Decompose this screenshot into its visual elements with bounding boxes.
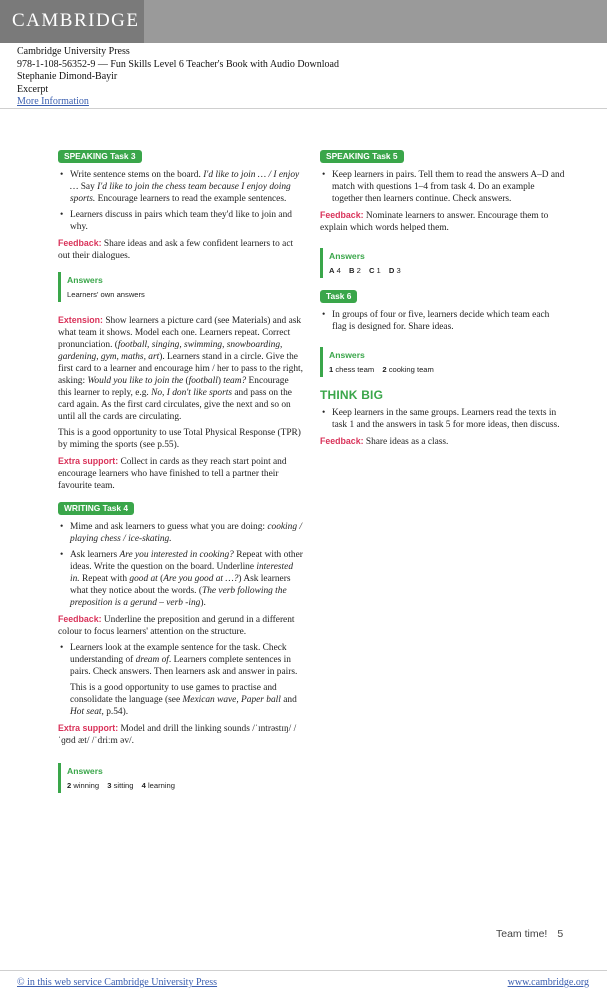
speaking-task-3-list [58, 169, 303, 233]
think-big-list [320, 407, 565, 431]
writing-task-4 [58, 502, 303, 793]
header-divider [0, 108, 607, 109]
list-item: • Learners discuss in pairs which team they'd like to join and why. [58, 209, 303, 233]
answer-item: C 1 [368, 266, 381, 275]
answers-box [58, 763, 303, 793]
book-metadata [17, 46, 339, 109]
isbn-line: 978-1-108-56352-9 — Fun Skills Level 6 Teacher's Book with Audio Download [17, 58, 339, 70]
speaking-task-3-badge: SPEAKING Task 3 [58, 150, 142, 163]
publisher: Cambridge University Press [17, 46, 130, 57]
feedback-paragraph: Feedback: Nominate learners to answer. Encourage them to explain which words helped them. [320, 210, 549, 233]
answer-item: A 4 [329, 266, 341, 275]
right-column [320, 150, 565, 452]
footer-divider [0, 970, 607, 971]
section-title: Team time! [496, 928, 548, 940]
list-item: • Mime and ask learners to guess what you are doing: cooking / playing chess / ice-skating. [58, 521, 303, 545]
list-item: • Learners look at the example sentence for the task. Check understanding of dream of. Learners complete sentences in pairs. Check answers. Then learners ask and answer in pairs. This is a good opportunity to use games to practise and consolidate the language (see Mexican wave, Paper ball and Hot seat, p.54). [58, 642, 303, 718]
answer-item: B 2 [348, 266, 361, 275]
answer-item: 3 sitting [107, 781, 134, 790]
page-footer [496, 928, 563, 940]
answers-title: Answers [329, 350, 365, 360]
list-item: • Keep learners in pairs. Tell them to read the answers A–D and match with questions 1–4 from task 4. Do an example together then learners continue. Check answers. [320, 169, 565, 205]
tpr-paragraph: This is a good opportunity to use Total Physical Response (TPR) by miming the sports (see p.55). [58, 428, 301, 450]
answers-title: Answers [329, 251, 365, 261]
extra-support-paragraph: Extra support: Model and drill the linking sounds /ˈɪntrəstɪŋ/ /ˈɡʊd æt/ /ˈdriːm əv/. [58, 723, 297, 746]
author: Stephanie Dimond-Bayir [17, 71, 118, 82]
answer-item: 2 cooking team [382, 365, 434, 374]
extra-support-paragraph: Extra support: Collect in cards as they reach start point and encourage learners who have finished to tell a partner their favourite team. [58, 456, 287, 491]
feedback-paragraph: Feedback: Underline the preposition and gerund in a different colour to focus learners' attention on the structure. [58, 614, 295, 637]
speaking-task-3 [58, 150, 303, 492]
answers-list [329, 265, 565, 276]
speaking-task-5-badge: SPEAKING Task 5 [320, 150, 404, 163]
more-information-link[interactable]: More Information [17, 96, 89, 107]
extension-paragraph: Extension: Show learners a picture card (see Materials) and ask what team it shows. Model each one. Learners repeat. Correct pronunciation. (football, singing, swimming, snowboarding, gardening, gym, maths, art). Learners stand in a circle. Give the first card to a learner and encourage him / her to pass to the right, asking: Would you like to join the (football) team? Encourage this learner to reply, e.g. No, I don't like sports and pass on the card again. As the first card circulates, give the next and so on until all the cards are circulating. [58, 315, 303, 422]
feedback-paragraph: Feedback: Share ideas as a class. [320, 436, 449, 447]
answer-item: 2 winning [67, 781, 100, 790]
list-item: • Write sentence stems on the board. I'd like to join … / I enjoy … Say I'd like to join the chess team because I enjoy doing sports. Encourage learners to read the example sentences. [58, 169, 303, 205]
answers-box [320, 248, 565, 278]
copyright-link[interactable]: © in this web service Cambridge University Press [17, 977, 218, 988]
answers-box [58, 272, 303, 302]
top-banner [0, 0, 607, 43]
answer-item: D 3 [388, 266, 401, 275]
list-item: • Ask learners Are you interested in cooking? Repeat with other ideas. Write the question on the board. Underline interested in. Repeat with good at (Are you good at …?) Ask learners what they notice about the words. (The verb following the preposition is a gerund – verb -ing). [58, 549, 303, 609]
task-6-list [320, 309, 565, 333]
games-note: This is a good opportunity to use games to practise and consolidate the language (see Mexican wave, Paper ball and Hot seat, p.54). [70, 683, 297, 717]
feedback-paragraph: Feedback: Share ideas and ask a few confident learners to act out their dialogues. [58, 238, 294, 261]
speaking-task-5-list [320, 169, 565, 205]
cambridge-logo: CAMBRIDGE [12, 10, 140, 31]
list-item: • Keep learners in the same groups. Learners read the texts in task 1 and the answers in task 5 for more ideas, then discuss. [320, 407, 565, 431]
writing-task-4-list-2 [58, 642, 303, 718]
answer-item: 1 chess team [329, 365, 375, 374]
answers-box [320, 347, 565, 377]
writing-task-4-badge: WRITING Task 4 [58, 502, 134, 515]
website-link[interactable]: www.cambridge.org [507, 977, 589, 988]
answer-item: 4 learning [141, 781, 175, 790]
writing-task-4-list [58, 521, 303, 609]
speaking-task-5 [320, 150, 565, 278]
left-column [58, 150, 303, 805]
think-big [320, 389, 565, 448]
answers-list [329, 364, 565, 375]
answers-text: Learners' own answers [67, 290, 145, 299]
answers-title: Answers [67, 275, 103, 285]
answers-title: Answers [67, 766, 103, 776]
answers-list [67, 780, 303, 791]
logo-box [0, 0, 144, 43]
page-number: 5 [557, 928, 564, 940]
think-big-title: THINK BIG [320, 388, 384, 402]
excerpt-label: Excerpt [17, 83, 49, 95]
task-6 [320, 290, 565, 377]
list-item: • In groups of four or five, learners decide which team each flag is designed for. Share ideas. [320, 309, 565, 333]
task-6-badge: Task 6 [320, 290, 357, 303]
